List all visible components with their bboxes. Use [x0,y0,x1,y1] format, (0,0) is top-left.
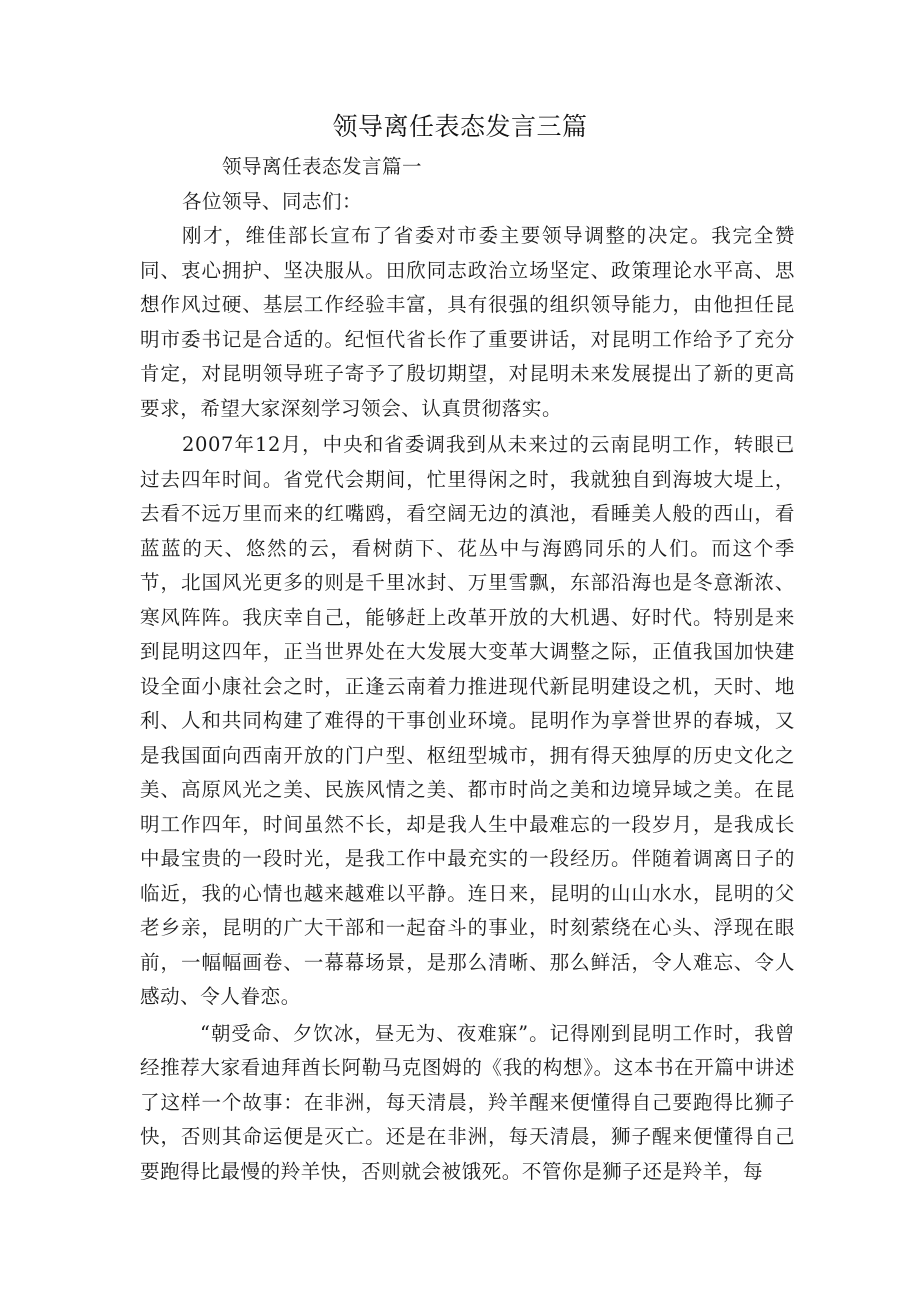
salutation: 各位领导、同志们： [182,189,363,213]
paragraph-1: 刚才，维佳部长宣布了省委对市委主要领导调整的决定。我完全赞同、衷心拥护、坚决服从。田欣同志政治立场坚定、政策理论水平高、思想作风过硬、基层工作经验丰富，具有很强的组织领导能力，由他担任昆明市委书记是合适的。纪恒代省长作了重要讲话，对昆明工作给予了充分肯定，对昆明领导班子寄予了殷切期望，对昆明未来发展提出了新的更高要求，希望大家深刻学习领会、认真贯彻落实。 [140,224,795,420]
paragraph-3: “朝受命、夕饮冰，昼无为、夜难寐”。记得刚到昆明工作时，我曾经推荐大家看迪拜酋长阿勒马克图姆的《我的构想》。这本书在开篇中讲述了这样一个故事：在非洲，每天清晨，羚羊醒来便懂得自己要跑得比狮子快，否则其命运便是灭亡。还是在非洲，每天清晨，狮子醒来便懂得自己要跑得比最慢的羚羊快，否则就会被饿死。不管你是狮子还是羚羊，每 [140,1021,795,1183]
section-subtitle: 领导离任表态发言篇一 [222,155,423,178]
document-body [140,150,795,1189]
document-title: 领导离任表态发言三篇 [332,112,588,141]
paragraph-2: 2007年12月，中央和省委调我到从未来过的云南昆明工作，转眼已过去四年时间。省党代会期间，忙里得闲之时，我就独自到海坡大堤上，去看不远万里而来的红嘴鸥，看空阔无边的滇池，看睡美人般的西山，看蓝蓝的天、悠然的云，看树荫下、花丛中与海鸥同乐的人们。而这个季节，北国风光更多的则是千里冰封、万里雪飘，东部沿海也是冬意渐浓、寒风阵阵。我庆幸自己，能够赶上改革开放的大机遇、好时代。特别是来到昆明这四年，正当世界处在大发展大变革大调整之际，正值我国加快建设全面小康社会之时，正逢云南着力推进现代新昆明建设之机，天时、地利、人和共同构建了难得的干事创业环境。昆明作为享誉世界的春城，又是我国面向西南开放的门户型、枢纽型城市，拥有得天独厚的历史文化之美、高原风光之美、民族风情之美、都市时尚之美和边境异域之美。在昆明工作四年，时间虽然不长，却是我人生中最难忘的一段岁月，是我成长中最宝贵的一段时光，是我工作中最充实的一段经历。伴随着调离日子的临近，我的心情也越来越难以平静。连日来，昆明的山山水水，昆明的父老乡亲，昆明的广大干部和一起奋斗的事业，时刻萦绕在心头、浮现在眼前，一幅幅画卷、一幕幕场景，是那么清晰、那么鲜活，令人难忘、令人感动、令人眷恋。 [140,433,795,1008]
